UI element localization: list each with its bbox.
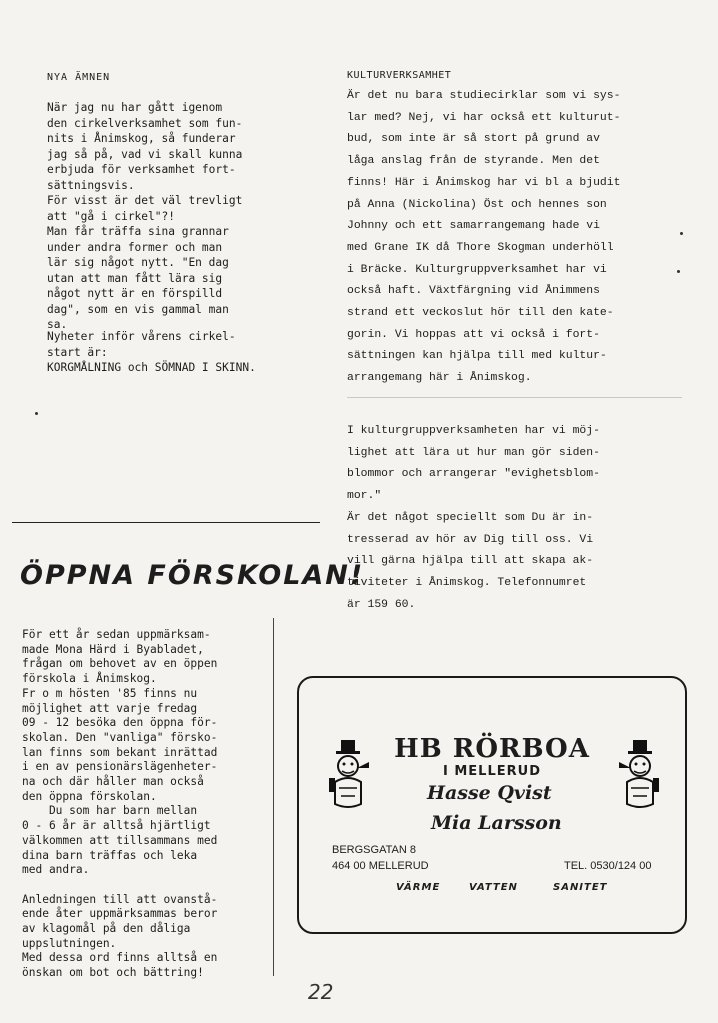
text-line: med andra. xyxy=(22,863,90,877)
text-line: skolan. Den "vanliga" försko- xyxy=(22,730,218,744)
text-line xyxy=(22,878,272,893)
ad-service: VATTEN xyxy=(469,882,518,893)
text-line: i Bräcke. Kulturgruppverksamhet har vi xyxy=(347,263,607,276)
text-line: gorin. Vi hoppas att vi också i fort- xyxy=(347,328,600,341)
text-line: Anledningen till att ovanstå- xyxy=(22,892,218,906)
text-line: strand ett veckoslut hör till den kate- xyxy=(347,307,614,320)
text-line: blommor och arrangerar "evighetsblom- xyxy=(347,468,600,481)
text-line: 09 - 12 besöka den öppna för- xyxy=(22,716,218,730)
text-line: arrangemang här i Ånimskog. xyxy=(347,372,532,385)
text-line: tresserad av hör av Dig till oss. Vi xyxy=(347,533,594,546)
text-line: med Grane IK då Thore Skogman underhöll xyxy=(347,241,614,254)
text-line: made Mona Härd i Byabladet, xyxy=(22,642,204,656)
ad-street: BERGSGATAN 8 xyxy=(332,844,416,856)
text-line: start är: xyxy=(47,345,108,359)
section-divider xyxy=(12,522,320,523)
page-number: 22 xyxy=(308,980,334,1004)
ad-company-place: I MELLERUD xyxy=(443,764,541,779)
text-line: Du som har barn mellan xyxy=(22,804,198,818)
text-line: frågan om behovet av en öppen xyxy=(22,657,218,671)
text-line: Är det nu bara studiecirklar som vi sys- xyxy=(347,90,621,102)
text-line: I kulturgruppverksamheten har vi möj- xyxy=(347,425,600,437)
text-line: Nyheter inför vårens cirkel- xyxy=(47,330,236,343)
text-line: av klagomål på den dåliga xyxy=(22,922,191,936)
text-line: uppslutningen. xyxy=(22,936,117,950)
text-line: erbjuda för verksamhet fort- xyxy=(47,163,236,176)
ad-signature: Mia Larsson xyxy=(431,812,562,834)
oppna-forskolan-heading: ÖPPNA FÖRSKOLAN! xyxy=(20,560,365,591)
text-line: på Anna (Nickolina) Öst och hennes son xyxy=(347,198,607,211)
ad-service: SANITET xyxy=(553,882,608,893)
oppna-forskolan-text xyxy=(22,628,272,981)
text-line: bud, som inte är så stort på grund av xyxy=(347,133,600,146)
text-line: sa. xyxy=(47,318,68,331)
text-line: tiviteter i Ånimskog. Telefonnumret xyxy=(347,576,587,589)
speck-dot xyxy=(680,232,683,235)
ad-city: 464 00 MELLERUD xyxy=(332,860,429,872)
text-line: lar med? Nej, vi har också ett kulturut- xyxy=(347,111,621,124)
text-line: jag så på, vad vi skall kunna xyxy=(47,147,243,161)
kulturverksamhet-heading: KULTURVERKSAMHET xyxy=(347,70,452,81)
text-line: Fr o m hösten '85 finns nu xyxy=(22,686,198,700)
text-line: är 159 60. xyxy=(347,598,416,611)
text-line: ende åter uppmärksammas beror xyxy=(22,907,218,921)
nya-amnen-heading: NYA ÄMNEN xyxy=(47,72,111,83)
advertisement-box xyxy=(297,676,687,934)
text-line: sättningen kan hjälpa till med kultur- xyxy=(347,350,607,363)
ad-phone: TEL. 0530/124 00 xyxy=(564,860,652,872)
text-line: dag", som en vis gammal man xyxy=(47,302,229,316)
text-line: lighet att lära ut hur man gör siden- xyxy=(347,446,600,459)
kulturverksamhet-text xyxy=(347,86,682,390)
text-line: utan att man fått lära sig xyxy=(47,271,223,285)
nya-amnen-text xyxy=(47,100,297,333)
text-line: vill gärna hjälpa till att skapa ak- xyxy=(347,555,594,568)
ad-company-name: HB RÖRBOA xyxy=(394,734,590,764)
text-line: sättningsvis. xyxy=(47,178,135,192)
text-line: förskola i Ånimskog. xyxy=(22,672,157,686)
text-line: Är det något speciellt som Du är in- xyxy=(347,511,594,524)
text-line: Johnny och ett samarrangemang hade vi xyxy=(347,220,600,233)
text-line: välkommen att tillsammans med xyxy=(22,833,218,847)
text-line: För ett år sedan uppmärksam- xyxy=(22,628,211,641)
text-line: lär sig något nytt. "En dag xyxy=(47,256,229,269)
text-line: i en av pensionärslägenheter- xyxy=(22,760,218,774)
text-line: 0 - 6 år är alltså hjärtligt xyxy=(22,819,211,833)
text-line: under andra former och man xyxy=(47,240,223,254)
text-line: nits i Ånimskog, så funderar xyxy=(47,132,236,145)
text-line: KORGMÅLNING och SÖMNAD I SKINN. xyxy=(47,361,256,374)
speck-dot xyxy=(677,270,680,273)
nyheter-text xyxy=(47,329,297,376)
text-line: finns! Här i Ånimskog har vi bl a bjudit xyxy=(347,176,621,189)
text-line: lan finns som bekant inrättad xyxy=(22,745,218,759)
text-line: dina barn träffas och leka xyxy=(22,848,198,862)
text-line: också haft. Växtfärgning vid Ånimmens xyxy=(347,285,600,298)
text-line: önskan om bot och bättring! xyxy=(22,966,204,980)
text-line: Med dessa ord finns alltså en xyxy=(22,951,218,965)
speck-dot xyxy=(35,412,38,415)
ad-service: VÄRME xyxy=(396,882,441,893)
text-line: den cirkelverksamhet som fun- xyxy=(47,116,243,130)
text-line: den öppna förskolan. xyxy=(22,789,157,803)
text-line: Man får träffa sina grannar xyxy=(47,225,229,238)
text-line: na och där håller man också xyxy=(22,775,204,789)
column-rule xyxy=(273,618,274,976)
text-line: mor." xyxy=(347,490,382,503)
text-line: När jag nu har gått igenom xyxy=(47,101,223,114)
text-line: något nytt är en förspilld xyxy=(47,287,223,300)
ad-signature: Hasse Qvist xyxy=(427,782,552,804)
kulturgrupp-text xyxy=(347,421,682,616)
text-line: möjlighet att varje fredag xyxy=(22,701,198,715)
text-line: låga anslag från de styrande. Men det xyxy=(347,155,600,168)
text-line: För visst är det väl trevligt xyxy=(47,194,243,207)
faint-rule xyxy=(347,397,682,398)
text-line: att "gå i cirkel"?! xyxy=(47,209,175,223)
